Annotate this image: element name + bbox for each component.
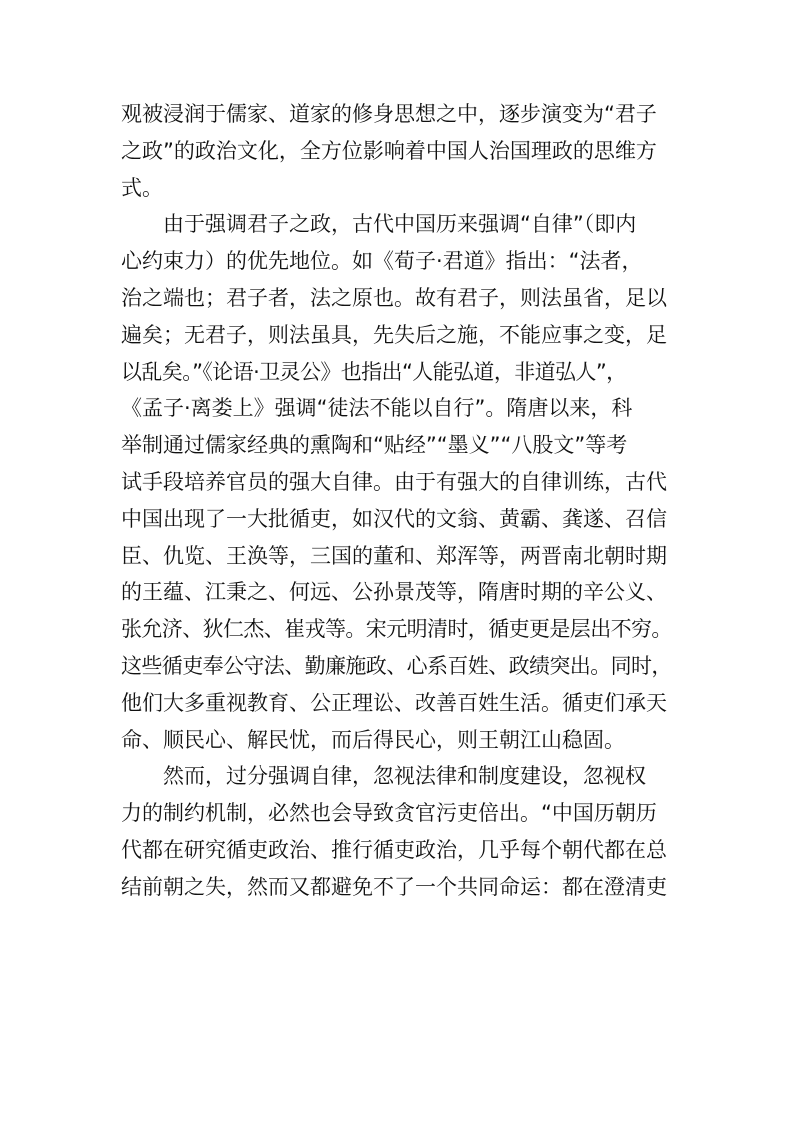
text-line: 举制通过儒家经典的熏陶和“贴经”“墨义”“八股文”等考 <box>121 433 628 458</box>
text-line: 结前朝之失，然而又都避免不了一个共同命运：都在澄清吏 <box>121 874 667 899</box>
body-text <box>121 96 681 906</box>
text-line: 《孟子·离娄上》强调“徒法不能以自行”。隋唐以来，科 <box>121 396 633 421</box>
text-line: 命、顺民心、解民忧，而后得民心，则王朝江山稳固。 <box>121 727 625 752</box>
text-line: 之政”的政治文化，全方位影响着中国人治国理政的思维方 <box>121 138 657 163</box>
text-line: 试手段培养官员的强大自律。由于有强大的自律训练，古代 <box>121 469 667 494</box>
text-line: 遍矣；无君子，则法虽具，先失后之施，不能应事之变，足 <box>121 322 667 347</box>
text-line: 心约束力）的优先地位。如《荀子·君道》指出：“法者， <box>121 249 643 274</box>
text-line: 他们大多重视教育、公正理讼、改善百姓生活。循吏们承天 <box>121 690 667 715</box>
text-line: 力的制约机制，必然也会导致贪官污吏倍出。“中国历朝历 <box>121 801 657 826</box>
text-line: 以乱矣。”《论语·卫灵公》也指出“人能弘道，非道弘人”， <box>121 359 627 384</box>
text-line: 中国出现了一大批循吏，如汉代的文翁、黄霸、龚遂、召信 <box>121 506 667 531</box>
text-line: 这些循吏奉公守法、勤廉施政、心系百姓、政绩突出。同时， <box>121 653 672 678</box>
text-line: 代都在研究循吏政治、推行循吏政治，几乎每个朝代都在总 <box>121 837 667 862</box>
text-line: 由于强调君子之政，古代中国历来强调“自律”（即内 <box>163 212 637 237</box>
text-line: 臣、仇览、王涣等，三国的董和、郑浑等，两晋南北朝时期 <box>121 543 667 568</box>
text-line: 治之端也；君子者，法之原也。故有君子，则法虽省，足以 <box>121 285 667 310</box>
text-line: 观被浸润于儒家、道家的修身思想之中，逐步演变为“君子 <box>121 102 657 126</box>
text-line: 的王蕴、江秉之、何远、公孙景茂等，隋唐时期的辛公义、 <box>121 580 667 605</box>
text-line: 然而，过分强调自律，忽视法律和制度建设，忽视权 <box>163 764 646 789</box>
text-line: 式。 <box>121 175 163 200</box>
text-line: 张允济、狄仁杰、崔戎等。宋元明清时，循吏更是层出不穷。 <box>121 617 672 642</box>
